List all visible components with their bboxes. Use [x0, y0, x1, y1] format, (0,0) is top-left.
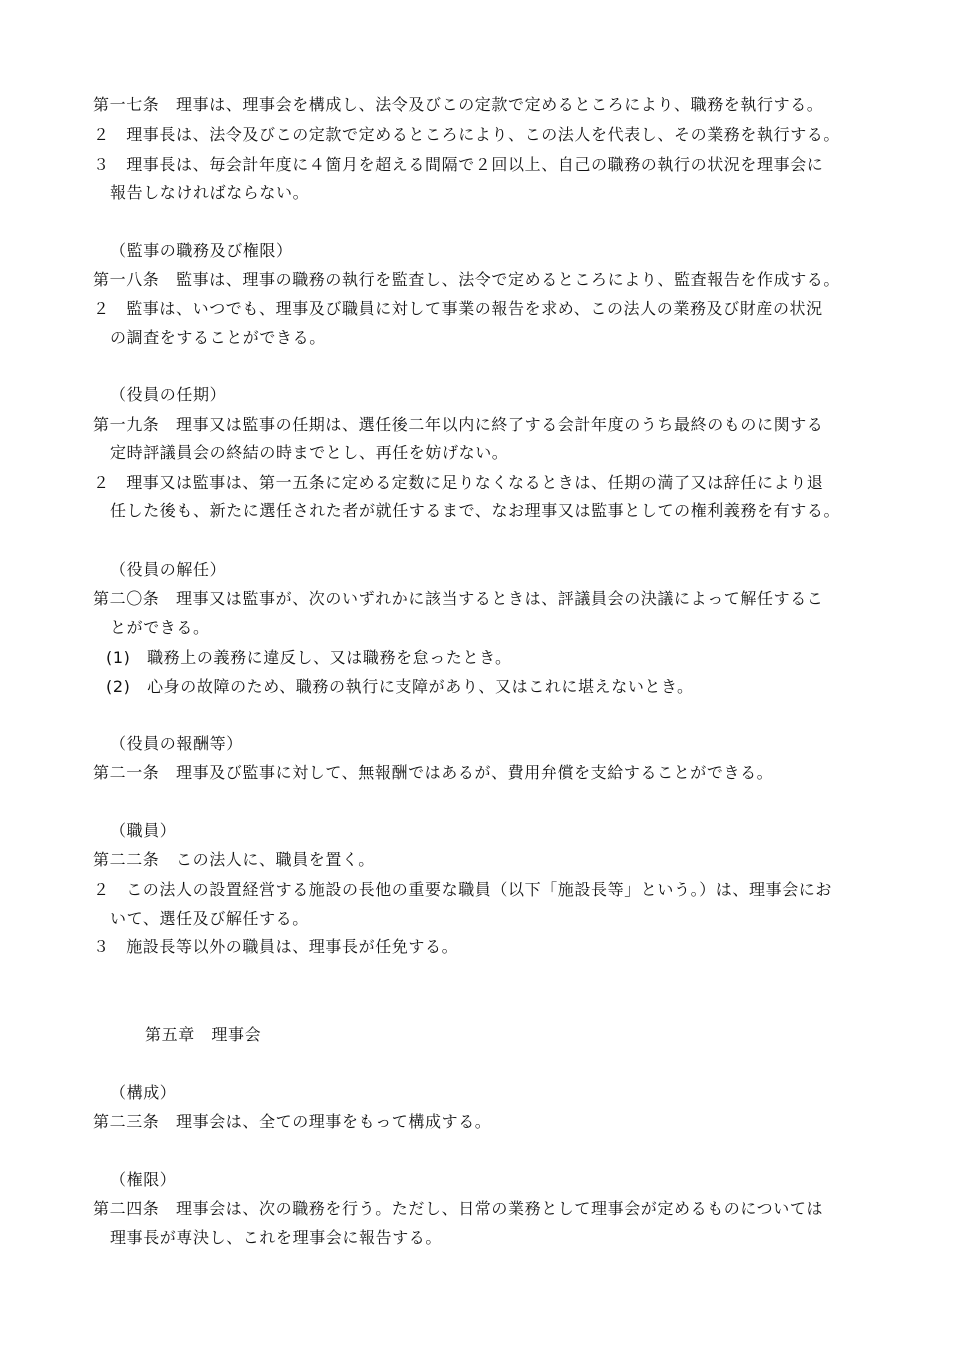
article-18-para-2: ２ 監事は、いつでも、理事及び職員に対して事業の報告を求め、この法人の業務及び財産の状況: [93, 299, 823, 318]
heading-staff: （職員）: [110, 821, 177, 840]
article-18-para-2-cont: の調査をすることができる。: [110, 328, 326, 347]
article-18-text: 第一八条 監事は、理事の職務の執行を監査し、法令で定めるところにより、監査報告を作成する。: [93, 270, 841, 289]
article-17-text: 第一七条 理事は、理事会を構成し、法令及びこの定款で定めるところにより、職務を執行する。: [93, 95, 824, 114]
article-22-para-2-cont: いて、選任及び解任する。: [110, 909, 309, 928]
article-22-para-3: ３ 施設長等以外の職員は、理事長が任免する。: [93, 937, 459, 956]
heading-authority: （権限）: [110, 1170, 177, 1189]
article-19-para-2: ２ 理事又は監事は、第一五条に定める定数に足りなくなるときは、任期の満了又は辞任により退: [93, 473, 824, 492]
article-20-item-2: (2) 心身の故障のため、職務の執行に支障があり、又はこれに堪えないとき。: [106, 677, 694, 696]
article-19-text-cont: 定時評議員会の終結の時までとし、再任を妨げない。: [110, 443, 509, 462]
article-19-para-2-cont: 任した後も、新たに選任された者が就任するまで、なお理事又は監事としての権利義務を有する。: [110, 501, 841, 520]
article-21-text: 第二一条 理事及び監事に対して、無報酬ではあるが、費用弁償を支給することができる。: [93, 763, 774, 782]
heading-officer-term: （役員の任期）: [110, 385, 227, 404]
article-24-text-cont: 理事長が専決し、これを理事会に報告する。: [110, 1228, 443, 1247]
article-22-text: 第二二条 この法人に、職員を置く。: [93, 850, 375, 869]
article-23-text: 第二三条 理事会は、全ての理事をもって構成する。: [93, 1112, 492, 1131]
heading-officer-compensation: （役員の報酬等）: [110, 734, 243, 753]
article-17-para-3-cont: 報告しなければならない。: [110, 183, 310, 202]
article-19-text: 第一九条 理事又は監事の任期は、選任後二年以内に終了する会計年度のうち最終のものに関する: [93, 415, 824, 434]
article-17-para-2: ２ 理事長は、法令及びこの定款で定めるところにより、この法人を代表し、その業務を執行する。: [93, 125, 841, 144]
article-24-text: 第二四条 理事会は、次の職務を行う。ただし、日常の業務として理事会が定めるものについては: [93, 1199, 824, 1218]
chapter-title: 第五章 理事会: [145, 1025, 262, 1044]
article-17-para-3: ３ 理事長は、毎会計年度に４箇月を超える間隔で２回以上、自己の職務の執行の状況を理事会に: [93, 155, 824, 174]
article-20-item-1: (1) 職務上の義務に違反し、又は職務を怠ったとき。: [106, 648, 512, 667]
article-22-para-2: ２ この法人の設置経営する施設の長他の重要な職員（以下「施設長等」という。）は、理事会にお: [93, 880, 833, 899]
article-20-text: 第二〇条 理事又は監事が、次のいずれかに該当するときは、評議員会の決議によって解任するこ: [93, 589, 824, 608]
heading-auditor-duties: （監事の職務及び権限）: [110, 241, 293, 260]
article-20-text-cont: とができる。: [110, 618, 210, 637]
heading-officer-dismissal: （役員の解任）: [110, 560, 227, 579]
heading-composition: （構成）: [110, 1083, 177, 1102]
